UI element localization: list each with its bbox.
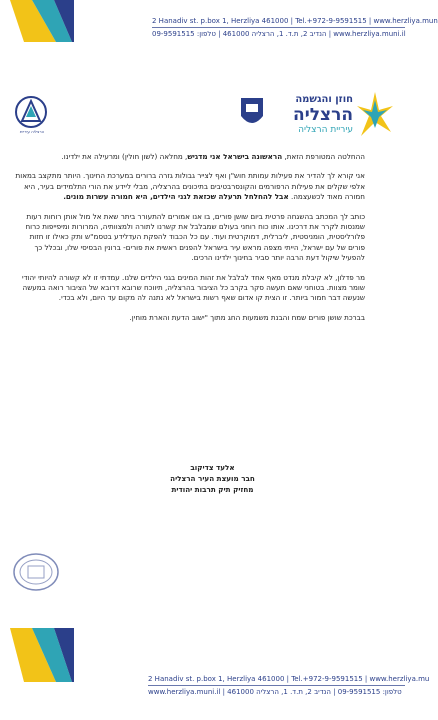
logo-municipality: עיריית הרצליה: [298, 125, 353, 135]
header-contact-en: 2 Hanadiv st. p.box 1, Herzliya 461000 | Tel.+972-9-9591515 | www.herzliya.mun: [152, 17, 438, 25]
paragraph-3: כותב לך המכתב בהשגחה פרטית ביום שושן פורים, בו אנו אמורים להתעורר ביתר שאת אל מול אותן רוחות רעות שמנסות לקרר את דרכינו. אותו כוח רוחני בעולם שמבלבל את קשרנו לתורה ולמצוותיה, המרורות ומיפייפות כרוח פלורליסטית, הומניסטית, ליברלית, דמוקרטית ועוד. עם כל הכבוד להפקת העדלידע בטסמ"ש ותק כאילו זו חזות פורים של עם ישראל, הייתי מצפה מראש עיר בישראל להפנים ראשית את פורים- ברונין הבסיסי שלו, ובכלל כך להפעיל שיקול דעת הרבה יותר סביר בחינוך ילדינו הרכים.: [25, 211, 365, 263]
signature-block: [60, 463, 365, 495]
signature-role-2: מחזיק תיק תרבות יהודית: [171, 484, 254, 494]
paragraph-4: מר פדלון, לא קיבלת מנדט מאף אחד לבלבל את זהות המינים בגני הילדים שלנו. עמדתי זו לא קשורה להיותי יהודי שומר מצוות. בטוחני שאם תעשה סקר בקרב כל הציבור בהרצליה, תיווכח שרובא דרובא של הציבור רואה במעשה שנעשה דבר חמור ביותר. זו הצית קו אדום שאף רשות בישראל לא נתנה לה מקום עד היום, ולא בכדי.: [22, 272, 365, 303]
footer-contact-he: www.herzliya.muni.il | טלפון: 09-9591515 | הנדיב 2, ת.ד. 1, הרצליה 461000: [148, 688, 402, 696]
municipality-wedge-logo: [10, 0, 74, 42]
footer-divider: [148, 685, 405, 686]
herzliya-logo: [235, 92, 393, 142]
paragraph-2: אני קורא לך להדיר את פעילות עמותת חוש"ן ואף לצייר גבולות גזרה ברורים במערכת החינוך. היותר מתקצב במאות אלפי שקלים את פעילות הרפורמים והקונסרבטיבים בתיכונים בהרצליה, מבלי ליידע את הורי התלמידים בעיר, היא חמורה מאוד לכשעצמה. אבל להחלחל תרעלה שכזאת לגני הילדים, היא חמורה עשרות מונים.: [15, 171, 365, 202]
footer-wedge-logo: [10, 628, 74, 682]
signature-role-1: חבר מועצת העיר הרצליה: [170, 474, 255, 484]
header-divider: [152, 27, 405, 28]
signature-name: אלעד צדיקוב: [190, 463, 235, 472]
education-seal-icon: [14, 95, 48, 133]
bottom-seal-icon: [10, 550, 62, 594]
logo-slogan: חוזן והגשמה: [295, 94, 353, 105]
star-icon: [357, 92, 393, 138]
logo-city-name: הרצליה: [293, 105, 353, 125]
paragraph-5: בברכת שושן פורים שמח והבנת משמעות החג מתוך "ישוב הדעת והארת מוחין.: [129, 312, 365, 322]
seal-caption: הרצליה עיריית: [19, 129, 45, 134]
footer-contact-en: 2 Hanadiv st. p.box 1, Herzliya 461000 | Tel.+972-9-9591515 | www.herzliya.mu: [148, 675, 430, 683]
paragraph-1: ההחלטה המטורפת הזאת, הראשונה בישראל אני מדגיש, מחלאה (לשון חולין) ומרעילה את ילדינו.: [61, 152, 365, 161]
letter-body: [14, 152, 365, 332]
city-emblem-icon: [239, 96, 265, 130]
header-contact-he: הנדיב 2, ת.ד. 1, הרצליה 461000 | טלפון: 09-9591515 | www.herzliya.muni.il: [152, 30, 406, 38]
